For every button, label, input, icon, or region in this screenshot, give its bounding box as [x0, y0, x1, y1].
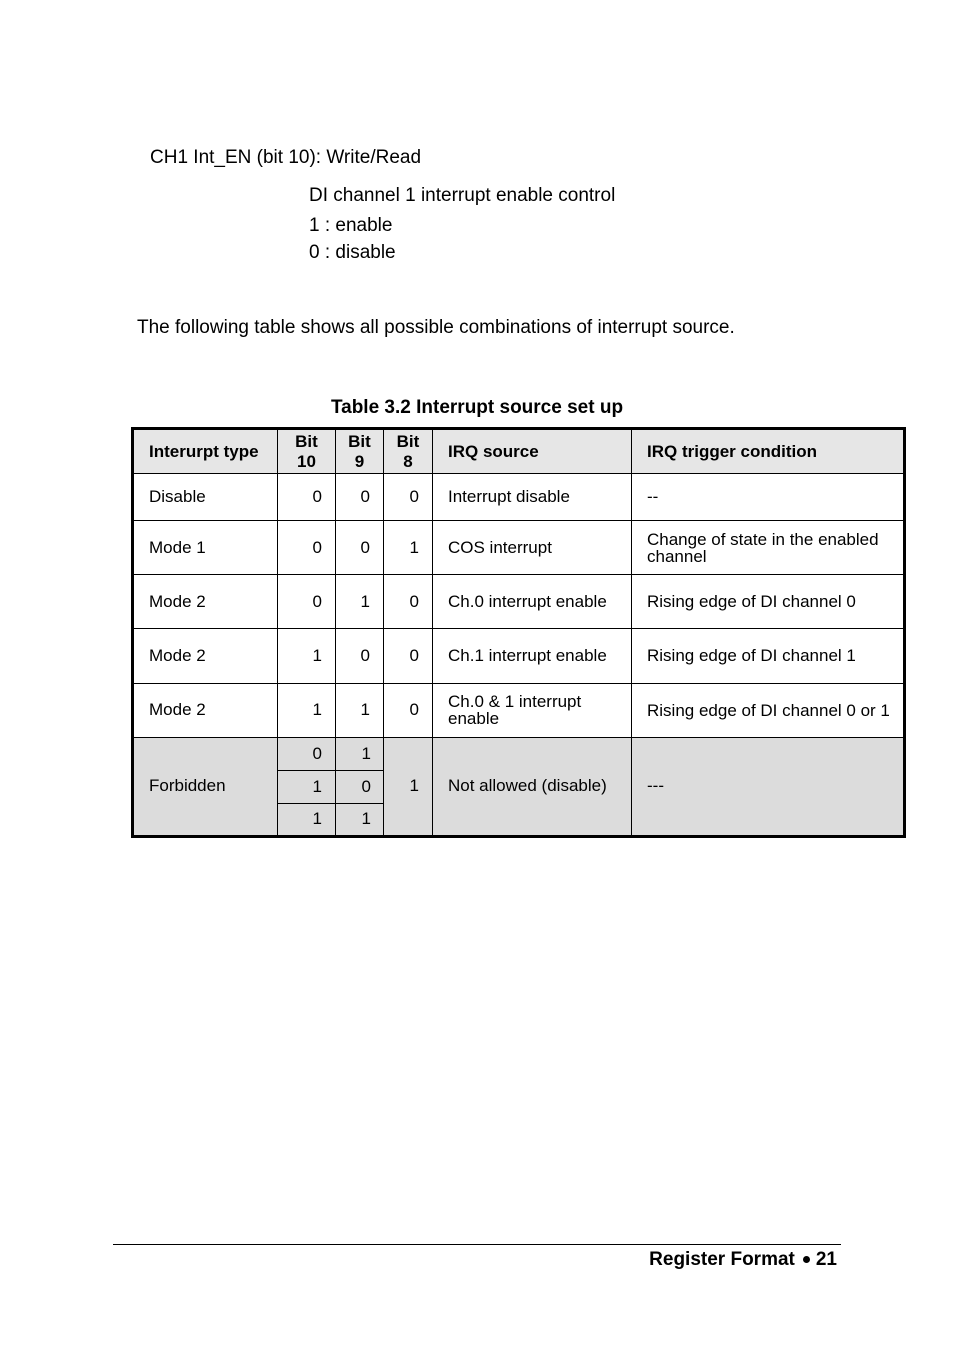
cell-bit9: 0	[336, 521, 384, 575]
footer-section-title: Register Format	[649, 1249, 795, 1270]
cell-bit10: 1	[278, 803, 336, 836]
cell-bit8: 0	[384, 575, 433, 629]
cell-bit9: 1	[336, 737, 384, 770]
cell-type: Mode 2	[133, 683, 278, 737]
cell-bit10: 1	[278, 683, 336, 737]
cell-type: Mode 2	[133, 575, 278, 629]
table-row	[133, 521, 905, 575]
header-irq-trigger-condition: IRQ trigger condition	[632, 429, 905, 474]
cell-source-forbidden: Not allowed (disable)	[433, 737, 632, 836]
cell-source: Ch.0 & 1 interrupt enable	[433, 683, 632, 737]
cell-bit10: 0	[278, 521, 336, 575]
cell-bit9: 1	[336, 803, 384, 836]
table-row-forbidden	[133, 737, 905, 770]
cell-bit8: 0	[384, 629, 433, 683]
table-header-row	[133, 429, 905, 474]
cell-type: Disable	[133, 474, 278, 521]
bullet-icon	[803, 1256, 810, 1263]
cell-type: Mode 2	[133, 629, 278, 683]
header-bit10: Bit 10	[278, 429, 336, 474]
cell-condition-forbidden: ---	[632, 737, 905, 836]
cell-bit10: 0	[278, 474, 336, 521]
cell-bit10: 0	[278, 737, 336, 770]
table-row	[133, 683, 905, 737]
table-row	[133, 629, 905, 683]
cell-bit8-forbidden: 1	[384, 737, 433, 836]
header-interrupt-type: Interurpt type	[133, 429, 278, 474]
field-description: DI channel 1 interrupt enable control	[309, 185, 616, 206]
cell-bit9: 0	[336, 770, 384, 803]
field-heading: CH1 Int_EN (bit 10): Write/Read	[150, 147, 422, 168]
cell-bit8: 1	[384, 521, 433, 575]
cell-condition: Rising edge of DI channel 0	[632, 575, 905, 629]
cell-bit8: 0	[384, 683, 433, 737]
header-irq-source: IRQ source	[433, 429, 632, 474]
header-bit8: Bit 8	[384, 429, 433, 474]
header-bit9: Bit 9	[336, 429, 384, 474]
intro-paragraph: The following table shows all possible combinations of interrupt source.	[137, 317, 735, 338]
footer-divider	[113, 1244, 841, 1245]
cell-source: Ch.1 interrupt enable	[433, 629, 632, 683]
table-row	[133, 474, 905, 521]
page-number: 21	[815, 1249, 837, 1270]
cell-bit9: 0	[336, 629, 384, 683]
cell-bit8: 0	[384, 474, 433, 521]
field-value-enable: 1 : enable	[309, 215, 393, 236]
cell-condition: Rising edge of DI channel 1	[632, 629, 905, 683]
cell-type: Mode 1	[133, 521, 278, 575]
cell-type-forbidden: Forbidden	[133, 737, 278, 836]
cell-bit10: 1	[278, 770, 336, 803]
cell-bit9: 1	[336, 683, 384, 737]
cell-condition: Rising edge of DI channel 0 or 1	[632, 683, 905, 737]
cell-bit10: 0	[278, 575, 336, 629]
cell-bit9: 1	[336, 575, 384, 629]
cell-source: COS interrupt	[433, 521, 632, 575]
cell-bit9: 0	[336, 474, 384, 521]
cell-source: Ch.0 interrupt enable	[433, 575, 632, 629]
cell-condition: --	[632, 474, 905, 521]
cell-source: Interrupt disable	[433, 474, 632, 521]
cell-condition: Change of state in the enabled channel	[632, 521, 905, 575]
table-caption: Table 3.2 Interrupt source set up	[330, 397, 624, 418]
interrupt-source-table	[131, 427, 906, 838]
page-footer	[649, 1249, 837, 1271]
table-row	[133, 575, 905, 629]
field-value-disable: 0 : disable	[309, 242, 396, 263]
cell-bit10: 1	[278, 629, 336, 683]
